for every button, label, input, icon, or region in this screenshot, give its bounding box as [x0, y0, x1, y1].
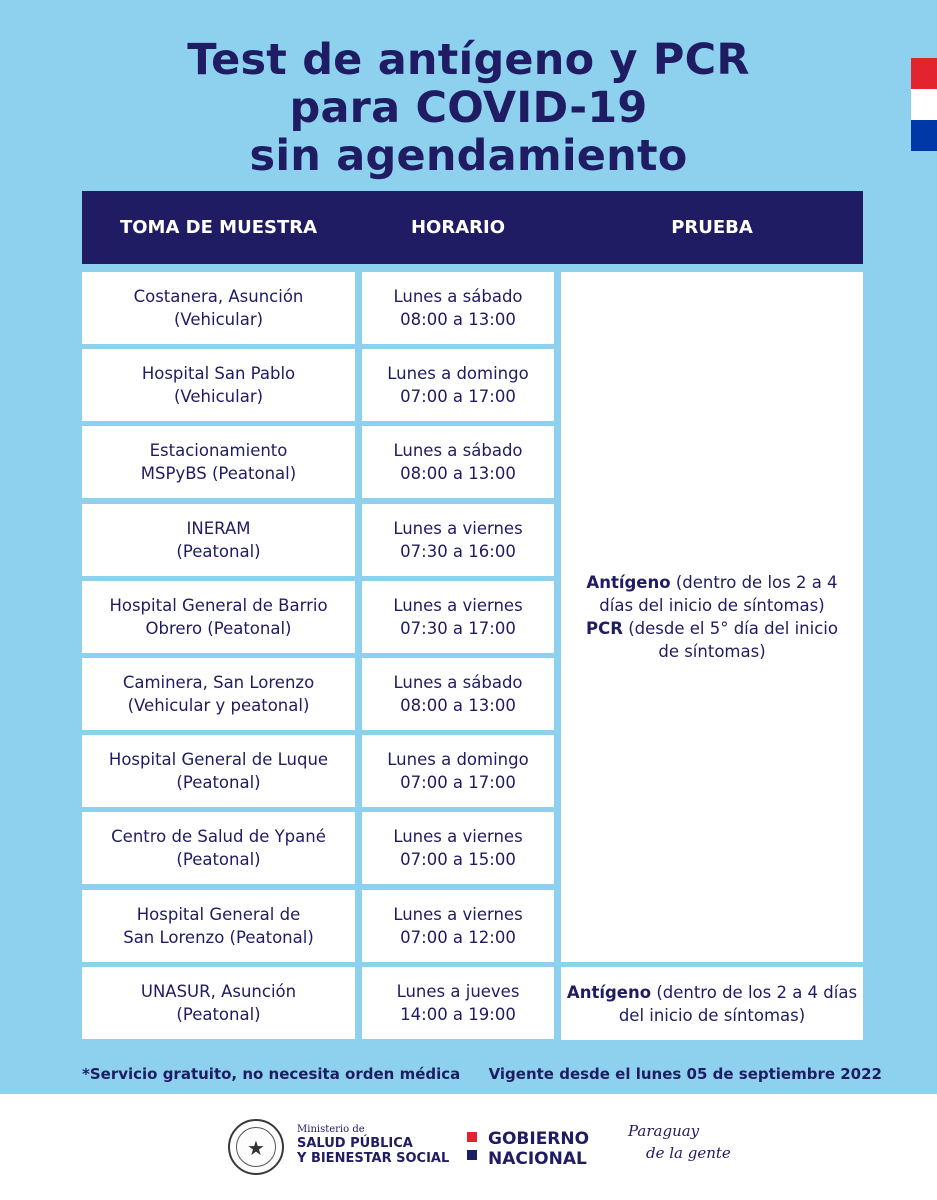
schedule-days: Lunes a viernes [393, 596, 523, 615]
location-name: Caminera, San Lorenzo [122, 673, 315, 692]
location-detail: (Vehicular) [173, 387, 264, 406]
schedule-hours: 07:00 a 15:00 [400, 850, 516, 869]
schedule-hours: 07:00 a 17:00 [400, 773, 516, 792]
location-name: Hospital San Pablo [141, 364, 296, 383]
page-title [0, 36, 937, 180]
schedule-cell [362, 349, 554, 421]
gobierno-square-red [467, 1132, 477, 1142]
gobierno-nacional-logo [488, 1129, 589, 1169]
header-horario: HORARIO [410, 217, 506, 238]
paraguay-flag-icon [911, 58, 937, 151]
prueba-last-line-1 [567, 981, 857, 1004]
antigeno-last-text-1: (dentro de los 2 a 4 días [651, 982, 858, 1002]
location-name: Estacionamiento [149, 441, 288, 460]
schedule-hours: 07:00 a 17:00 [400, 387, 516, 406]
schedule-hours: 14:00 a 19:00 [400, 1005, 516, 1024]
schedule-cell [362, 581, 554, 653]
schedule-days: Lunes a sábado [393, 441, 523, 460]
schedule-days: Lunes a viernes [393, 519, 523, 538]
location-name: Hospital General de [136, 905, 301, 924]
schedule-days: Lunes a sábado [393, 673, 523, 692]
note-valid-from: Vigente desde el lunes 05 de septiembre 2022 [488, 1065, 882, 1083]
gobierno-square-blue [467, 1150, 477, 1160]
location-name: Costanera, Asunción [133, 287, 304, 306]
gobierno-squares-icon [467, 1132, 477, 1160]
location-detail: San Lorenzo (Peatonal) [123, 928, 314, 947]
schedule-cell [362, 426, 554, 498]
pcr-label: PCR [586, 619, 623, 638]
header-toma-de-muestra: TOMA DE MUESTRA [119, 217, 318, 238]
ministry-small-text: Ministerio de [297, 1124, 365, 1135]
gobierno-line-2: NACIONAL [488, 1149, 587, 1169]
note-free-service: *Servicio gratuito, no necesita orden médica [82, 1065, 461, 1083]
location-detail: (Vehicular y peatonal) [127, 696, 310, 715]
location-cell [82, 581, 355, 653]
schedule-days: Lunes a viernes [393, 827, 523, 846]
antigeno-label: Antígeno [586, 573, 671, 592]
footer [0, 1094, 937, 1200]
pcr-text-1: (desde el 5° día del inicio [622, 619, 838, 638]
location-cell [82, 504, 355, 576]
location-cell [82, 272, 355, 344]
schedule-hours: 07:00 a 12:00 [400, 928, 516, 947]
location-detail: (Peatonal) [176, 1005, 261, 1024]
header-prueba: PRUEBA [671, 217, 753, 238]
prueba-last-cell [561, 967, 863, 1040]
location-name: UNASUR, Asunción [140, 982, 297, 1001]
table-header [82, 191, 863, 264]
schedule-days: Lunes a domingo [387, 750, 529, 769]
title-line-3: sin agendamiento [249, 131, 688, 181]
schedule-days: Lunes a domingo [387, 364, 529, 383]
ministry-line-2: Y BIENESTAR SOCIAL [297, 1151, 450, 1166]
script-line-2: de la gente [646, 1144, 731, 1162]
location-detail: (Peatonal) [176, 850, 261, 869]
schedule-hours: 08:00 a 13:00 [400, 696, 516, 715]
location-detail: (Vehicular) [173, 310, 264, 329]
location-name: INERAM [186, 519, 251, 538]
ministry-line-1: SALUD PÚBLICA [297, 1136, 413, 1151]
flag-stripe-blue [911, 120, 937, 151]
location-cell [82, 735, 355, 807]
schedule-cell [362, 658, 554, 730]
star-icon: ★ [247, 1136, 265, 1160]
location-name: Hospital General de Luque [108, 750, 329, 769]
prueba-pcr-line-1 [586, 617, 838, 640]
title-line-2: para COVID-19 [289, 83, 648, 133]
location-detail: MSPyBS (Peatonal) [140, 464, 297, 483]
location-cell [82, 890, 355, 962]
paraguay-de-la-gente-logo [628, 1120, 731, 1164]
location-detail: Obrero (Peatonal) [145, 619, 292, 638]
prueba-main-cell [561, 272, 863, 962]
location-name: Hospital General de Barrio [109, 596, 328, 615]
antigeno-text-1: (dentro de los 2 a 4 [670, 573, 838, 592]
prueba-pcr-line-2: de síntomas) [658, 642, 766, 661]
schedule-hours: 08:00 a 13:00 [400, 310, 516, 329]
location-cell [82, 658, 355, 730]
title-line-1: Test de antígeno y PCR [187, 35, 750, 85]
gobierno-line-1: GOBIERNO [488, 1129, 590, 1149]
schedule-cell [362, 812, 554, 884]
schedule-cell [362, 890, 554, 962]
schedule-days: Lunes a jueves [396, 982, 520, 1001]
schedule-days: Lunes a viernes [393, 905, 523, 924]
schedule-hours: 07:30 a 16:00 [400, 542, 516, 561]
flag-stripe-white [911, 89, 937, 120]
location-cell [82, 426, 355, 498]
location-cell [82, 812, 355, 884]
schedule-hours: 08:00 a 13:00 [400, 464, 516, 483]
ministry-logo [297, 1124, 449, 1166]
location-name: Centro de Salud de Ypané [111, 827, 326, 846]
prueba-last-line-2: del inicio de síntomas) [618, 1005, 806, 1025]
schedule-days: Lunes a sábado [393, 287, 523, 306]
location-detail: (Peatonal) [176, 773, 261, 792]
schedule-hours: 07:30 a 17:00 [400, 619, 516, 638]
prueba-antigeno-line-2: días del inicio de síntomas) [599, 596, 825, 615]
republic-seal-logo [228, 1119, 284, 1175]
script-line-1: Paraguay [628, 1122, 700, 1140]
flag-stripe-red [911, 58, 937, 89]
location-detail: (Peatonal) [176, 542, 261, 561]
schedule-cell [362, 272, 554, 344]
schedule-cell [362, 967, 554, 1039]
location-cell [82, 967, 355, 1039]
antigeno-label-last: Antígeno [566, 982, 652, 1002]
location-cell [82, 349, 355, 421]
prueba-antigeno-line-1 [586, 571, 837, 594]
schedule-cell [362, 504, 554, 576]
schedule-cell [362, 735, 554, 807]
